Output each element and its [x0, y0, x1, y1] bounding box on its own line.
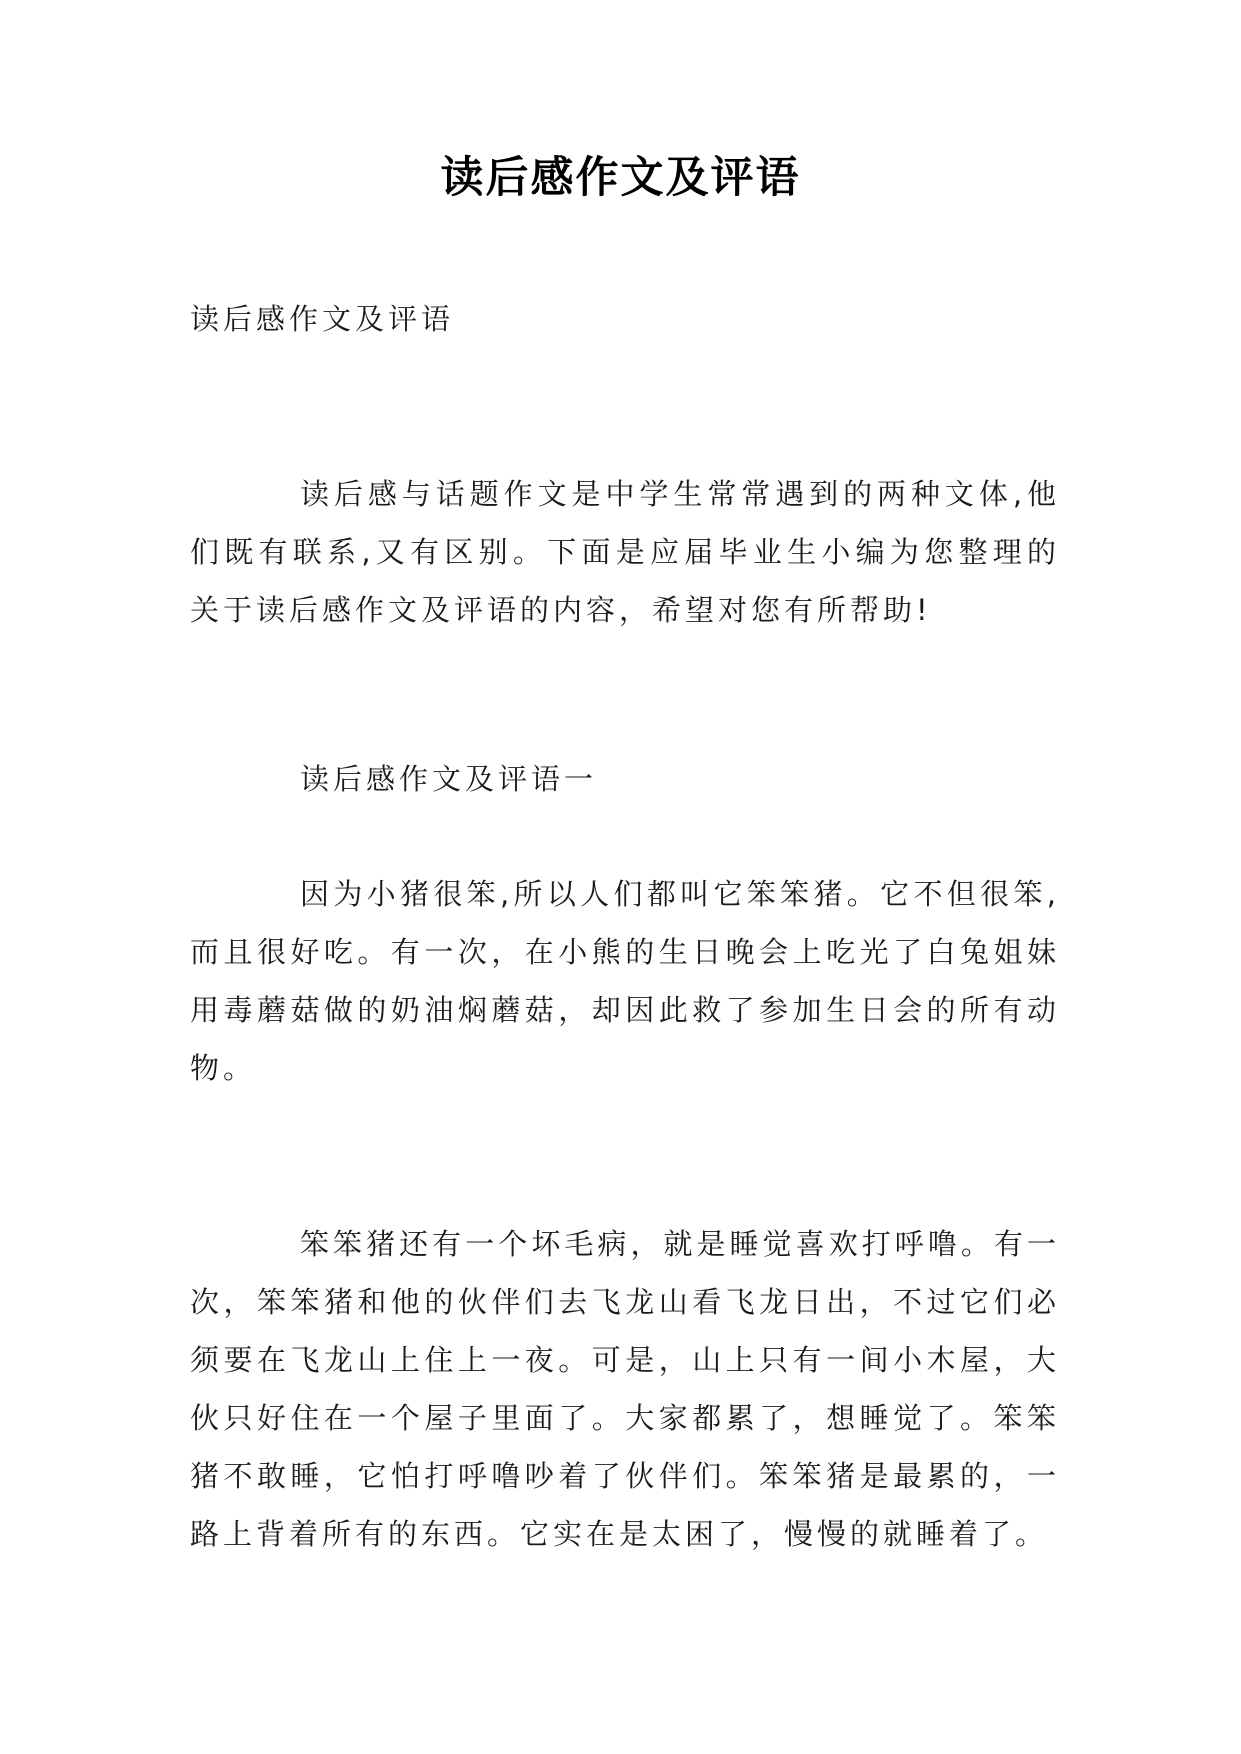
- document-title: 读后感作文及评语: [440, 153, 801, 203]
- story-paragraph-1: 因为小猪很笨,所以人们都叫它笨笨猪。它不但很笨,而且很好吃。有一次，在小熊的生日晚会上吃光了白兔姐妹用毒蘑菇做的奶油焖蘑菇，却因此救了参加生日会的所有动物。: [190, 877, 1060, 1085]
- story-paragraph-2: 笨笨猪还有一个坏毛病，就是睡觉喜欢打呼噜。有一次，笨笨猪和他的伙伴们去飞龙山看飞龙日出，不过它们必须要在飞龙山上住上一夜。可是，山上只有一间小木屋，大伙只好住在一个屋子里面了。大家都累了，想睡觉了。笨笨猪不敢睡，它怕打呼噜吵着了伙伴们。笨笨猪是最累的，一路上背着所有的东西。它实在是太困了，慢慢的就睡着了。: [190, 1227, 1060, 1551]
- document-subtitle: 读后感作文及评语: [190, 302, 455, 336]
- intro-paragraph: 读后感与话题作文是中学生常常遇到的两种文体,他们既有联系,又有区别。下面是应届毕业生小编为您整理的关于读后感作文及评语的内容，希望对您有所帮助!: [190, 477, 1060, 627]
- section-heading: 读后感作文及评语一: [300, 762, 598, 796]
